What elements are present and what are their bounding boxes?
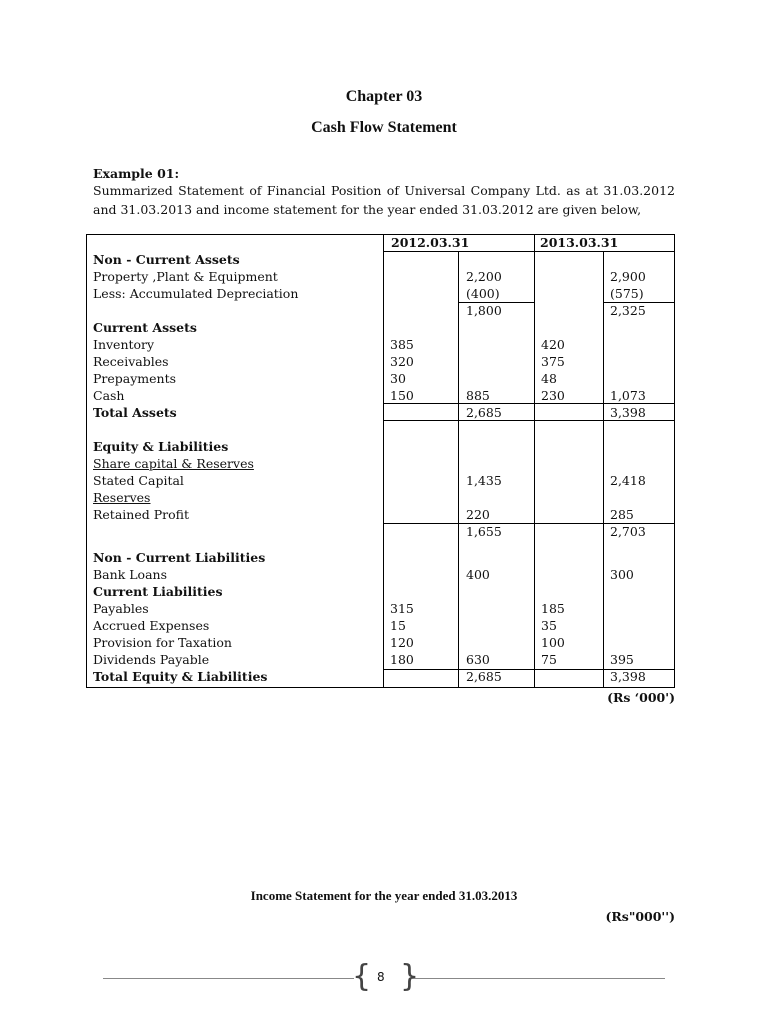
row-label: Bank Loans — [93, 567, 167, 582]
row-label: Receivables — [93, 354, 169, 369]
row-label: Prepayments — [93, 371, 177, 386]
row-value: 300 — [610, 567, 634, 582]
row-value: 395 — [610, 652, 634, 667]
table-border-left — [86, 234, 87, 687]
page-title: Cash Flow Statement — [311, 119, 457, 136]
row-value: 3,398 — [610, 669, 646, 684]
row-value: 2,325 — [610, 303, 646, 318]
row-value: (575) — [610, 286, 644, 301]
row-label: Non - Current Liabilities — [93, 550, 266, 565]
row-value: 630 — [466, 652, 490, 667]
intro-paragraph — [93, 181, 675, 219]
row-label: Share capital & Reserves — [93, 456, 254, 471]
column-header-2013: 2013.03.31 — [540, 235, 619, 250]
row-label: Less: Accumulated Depreciation — [93, 286, 299, 301]
brace-right-icon: } — [400, 959, 420, 994]
row-value: 2,685 — [466, 669, 502, 684]
col-sep-2013 — [534, 234, 535, 687]
row-value: 30 — [390, 371, 406, 386]
row-label: Total Assets — [93, 405, 177, 420]
row-value: 385 — [390, 337, 414, 352]
footer-rule-left — [103, 978, 354, 979]
footer-rule-right — [412, 978, 665, 979]
row-value: 15 — [390, 618, 406, 633]
row-value: 230 — [541, 388, 565, 403]
row-value: 2,703 — [610, 524, 646, 539]
table-border-bottom — [86, 687, 675, 688]
row-value: 375 — [541, 354, 565, 369]
row-value: 1,073 — [610, 388, 646, 403]
example-label: Example 01: — [93, 166, 180, 181]
row-label: Current Liabilities — [93, 584, 223, 599]
intro-line: and 31.03.2013 and income statement for the year ended 31.03.2012 are given below, — [93, 202, 642, 217]
row-value: 75 — [541, 652, 557, 667]
row-label: Equity & Liabilities — [93, 439, 229, 454]
row-value: 320 — [390, 354, 414, 369]
row-value: 3,398 — [610, 405, 646, 420]
row-value: 48 — [541, 371, 557, 386]
row-value: 220 — [466, 507, 490, 522]
brace-left-icon: { — [352, 959, 372, 994]
row-label: Total Equity & Liabilities — [93, 669, 268, 684]
col-sep-2013-total — [603, 251, 604, 688]
row-value: 1,655 — [466, 524, 502, 539]
intro-line: Summarized Statement of Financial Position of Universal Company Ltd. as at 31.03.2012 — [93, 183, 675, 198]
row-value: 180 — [390, 652, 414, 667]
col-sep-2012-total — [458, 251, 459, 688]
units-note: (Rs ‘000') — [607, 690, 675, 705]
row-label: Provision for Taxation — [93, 635, 232, 650]
row-value: 1,435 — [466, 473, 502, 488]
row-label: Dividends Payable — [93, 652, 210, 667]
row-value: 35 — [541, 618, 557, 633]
row-label: Accrued Expenses — [93, 618, 210, 633]
row-value: 885 — [466, 388, 490, 403]
row-label: Non - Current Assets — [93, 252, 240, 267]
row-value: 315 — [390, 601, 414, 616]
row-value: 420 — [541, 337, 565, 352]
chapter-heading: Chapter 03 — [345, 88, 423, 105]
row-value: 185 — [541, 601, 565, 616]
row-value: 100 — [541, 635, 565, 650]
row-value: 150 — [390, 388, 414, 403]
row-label: Current Assets — [93, 320, 197, 335]
row-label: Retained Profit — [93, 507, 189, 522]
header-underline — [383, 251, 675, 252]
row-label: Inventory — [93, 337, 155, 352]
income-statement-title: Income Statement for the year ended 31.03.2013 — [250, 888, 518, 903]
row-value: 2,900 — [610, 269, 646, 284]
row-label: Reserves — [93, 490, 151, 505]
row-value: 1,800 — [466, 303, 502, 318]
row-value: (400) — [466, 286, 500, 301]
row-value: 2,200 — [466, 269, 502, 284]
row-value: 400 — [466, 567, 490, 582]
column-header-2012: 2012.03.31 — [391, 235, 470, 250]
row-value: 120 — [390, 635, 414, 650]
financial-position-table — [86, 234, 675, 688]
row-label: Payables — [93, 601, 149, 616]
page-number: 8 — [377, 970, 385, 984]
row-value: 2,685 — [466, 405, 502, 420]
row-label: Property ,Plant & Equipment — [93, 269, 278, 284]
row-value: 2,418 — [610, 473, 646, 488]
row-label: Cash — [93, 388, 125, 403]
row-label: Stated Capital — [93, 473, 184, 488]
row-value: 285 — [610, 507, 634, 522]
income-units-note: (Rs"000'') — [605, 909, 675, 924]
col-sep-2012 — [383, 234, 384, 687]
